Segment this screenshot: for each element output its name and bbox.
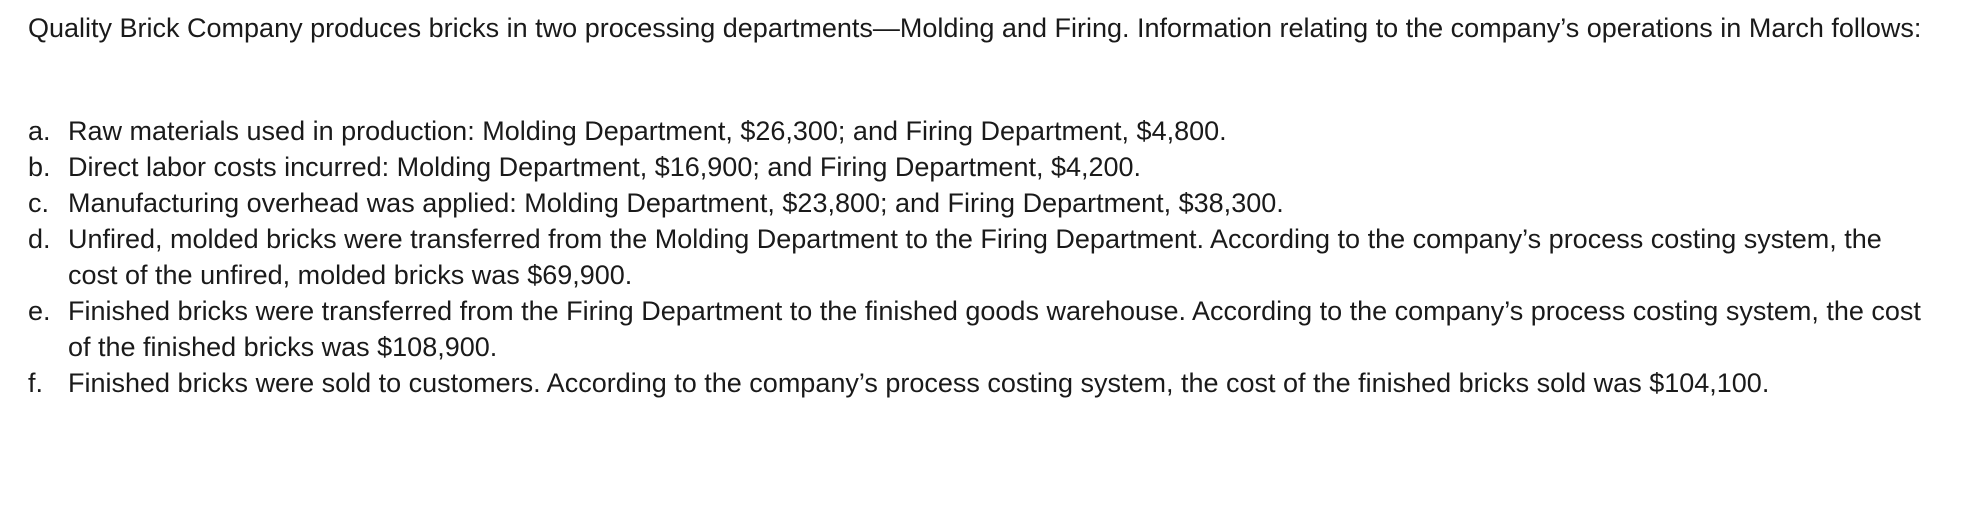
list-item-text: Unfired, molded bricks were transferred from the Molding Department to the Firing Department. According to the company’s process costing system, the cost of the unfired, molded bricks was $69,900. [68,224,1882,290]
intro-paragraph: Quality Brick Company produces bricks in two processing departments—Molding and Firing. Information relating to the company’s operations in March follows: [28,13,1922,43]
list-item-f [28,365,1928,401]
list-item-a [28,113,1928,149]
list-item-text: Manufacturing overhead was applied: Molding Department, $23,800; and Firing Department, $38,300. [68,188,1284,218]
list-marker: b. [28,152,51,182]
list-item-b [28,149,1928,185]
list-item-c [28,185,1928,221]
list-item-text: Finished bricks were transferred from the Firing Department to the finished goods warehouse. According to the company’s process costing system, the cost of the finished bricks was $108,900. [68,296,1921,362]
list-item-text: Finished bricks were sold to customers. According to the company’s process costing system, the cost of the finished bricks sold was $104,100. [68,368,1770,398]
list-marker: c. [28,188,50,218]
list-item-d [28,221,1928,293]
list-marker: d. [28,224,51,254]
list-item-text: Direct labor costs incurred: Molding Department, $16,900; and Firing Department, $4,200. [68,152,1142,182]
list-marker: e. [28,296,51,326]
list-marker: a. [28,116,51,146]
list-item-text: Raw materials used in production: Molding Department, $26,300; and Firing Department, $4,800. [68,116,1227,146]
list-marker: f. [28,368,44,398]
list-item-e [28,293,1928,365]
transaction-list [28,113,1928,401]
